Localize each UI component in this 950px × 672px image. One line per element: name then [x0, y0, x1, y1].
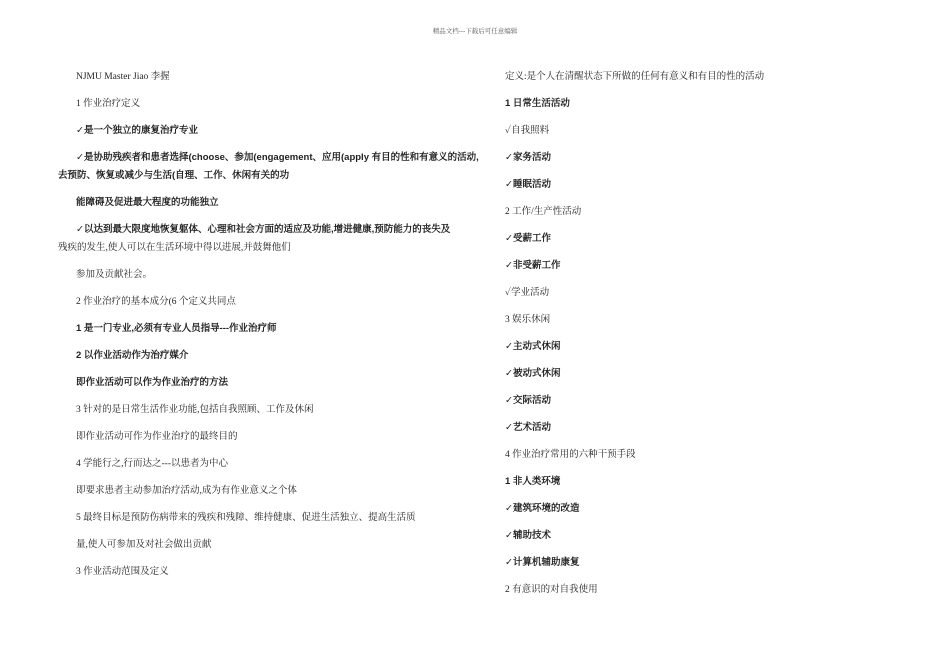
- right-column: [505, 71, 905, 611]
- right-text-line: ✓计算机辅助康复: [505, 557, 580, 568]
- right-text-line: ✓非受薪工作: [505, 260, 561, 271]
- left-column: [58, 71, 479, 593]
- right-text-line: ✓被动式休闲: [505, 368, 561, 379]
- left-text-line: 即作业活动可以作为作业治疗的方法: [76, 377, 229, 388]
- right-text-line: ✓睡眠活动: [505, 179, 551, 190]
- right-text-line: ✓家务活动: [505, 152, 551, 163]
- right-text-line: ✓交际活动: [505, 395, 551, 406]
- left-text-line: 4 学能行之,行而达之---以患者为中心: [76, 459, 228, 469]
- right-text-line: ✓建筑环境的改造: [505, 503, 580, 514]
- left-text-line: ✓以达到最大限度地恢复躯体、心理和社会方面的适应及功能,增进健康,预防能力的丧失及: [76, 224, 451, 235]
- right-text-line: 2 工作/生产性活动: [505, 207, 582, 217]
- left-text-line: 2 以作业活动作为治疗媒介: [76, 350, 189, 361]
- left-text-line: 3 作业活动范围及定义: [76, 567, 169, 577]
- left-text-line: 5 最终目标是预防伤病带来的残疾和残障、维持健康、促进生活独立、提高生活质: [76, 513, 416, 523]
- left-text-line: 参加及贡献社会。: [76, 270, 153, 280]
- left-text-line: 2 作业治疗的基本成分(6 个定义共同点: [76, 297, 236, 307]
- left-text-line: ✓是一个独立的康复治疗专业: [76, 125, 198, 136]
- left-text-line: 残疾的发生,使人可以在生活环境中得以进展,并鼓舞他们: [58, 243, 291, 253]
- right-text-line: ✓受薪工作: [505, 233, 551, 244]
- right-text-line: ✓辅助技术: [505, 530, 551, 541]
- right-text-line: 定义:是个人在清醒状态下所做的任何有意义和有目的性的活动: [505, 72, 765, 82]
- right-text-line: 4 作业治疗常用的六种干预手段: [505, 450, 636, 460]
- right-text-line: 1 日常生活活动: [505, 98, 570, 109]
- left-text-line: 3 针对的是日常生活作业功能,包括自我照顾、工作及休闲: [76, 405, 314, 415]
- left-text-line: 1 是一门专业,必须有专业人员指导---作业治疗师: [76, 323, 277, 334]
- left-text-line: 即要求患者主动参加治疗活动,成为有作业意义之个体: [76, 486, 297, 496]
- right-text-line: 1 非人类环境: [505, 476, 561, 487]
- left-text-line: 1 作业治疗定义: [76, 99, 141, 109]
- right-text-line: ✓学业活动: [505, 288, 550, 298]
- left-text-line: 量,使人可参加及对社会做出贡献: [76, 540, 212, 550]
- left-text-line: ✓是协助残疾者和患者选择(choose、参加(engagement、应用(apply 有目的性和有意义的活动,: [76, 152, 479, 163]
- left-text-line: 能障碍及促进最大程度的功能独立: [76, 197, 219, 208]
- right-text-line: ✓艺术活动: [505, 422, 551, 433]
- left-text-line: 去预防、恢复或减少与生活(自理、工作、休闲有关的功: [58, 170, 290, 181]
- left-text-line: NJMU Master Jiao 李握: [76, 72, 170, 82]
- page-header: 精品文档---下载后可任意编辑: [432, 28, 518, 35]
- right-text-line: ✓主动式休闲: [505, 341, 561, 352]
- right-text-line: 2 有意识的对自我使用: [505, 585, 598, 595]
- left-text-line: 即作业活动可作为作业治疗的最终目的: [76, 432, 238, 442]
- right-text-line: 3 娱乐休闲: [505, 315, 551, 325]
- right-text-line: ✓自我照料: [505, 126, 550, 136]
